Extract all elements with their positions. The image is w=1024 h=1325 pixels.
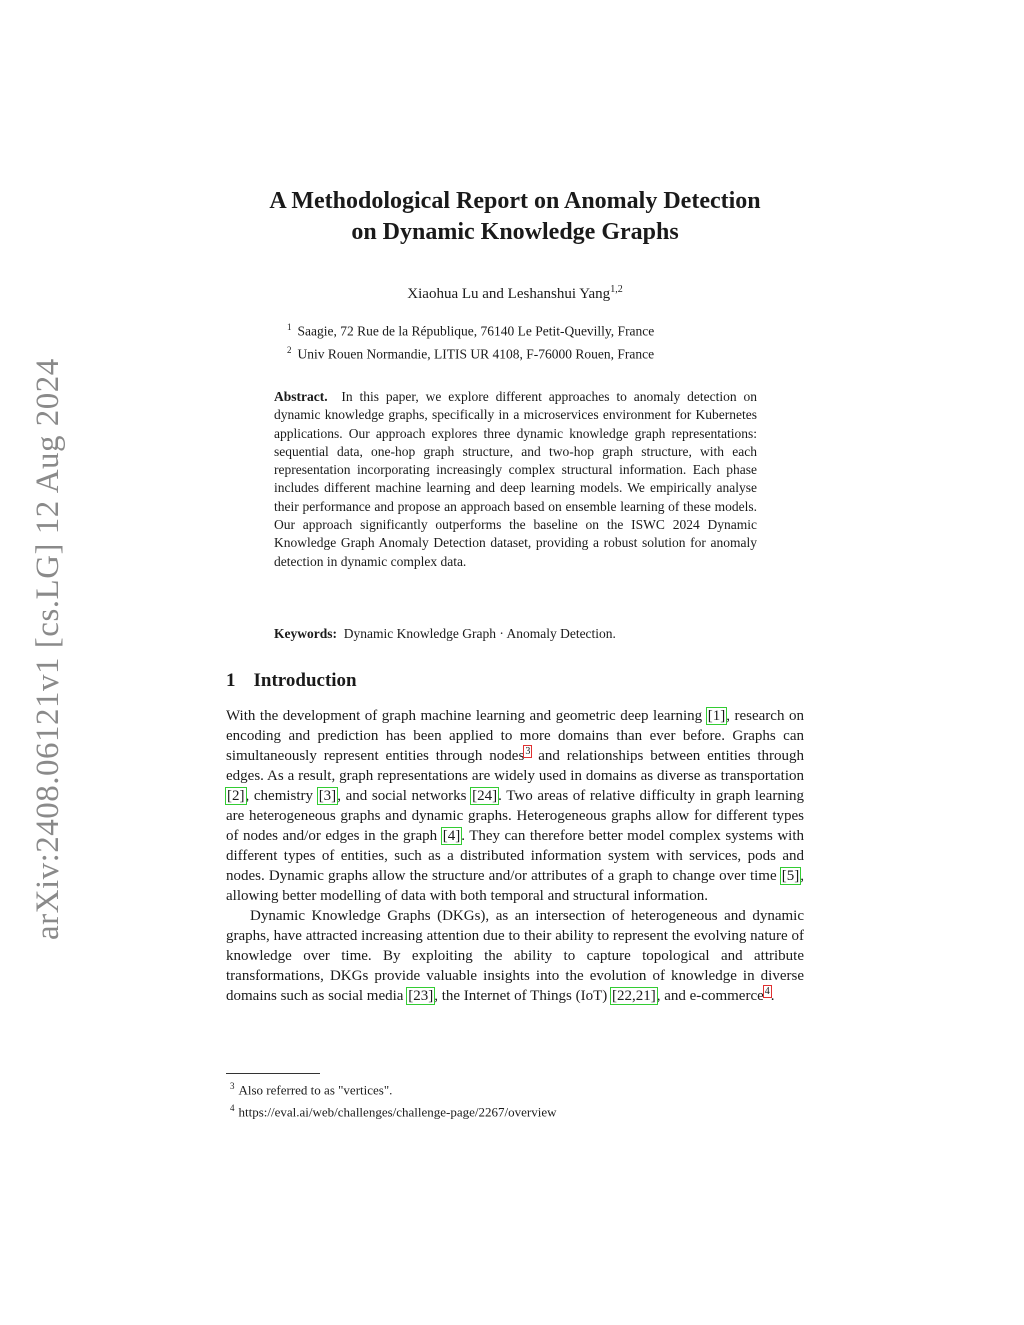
text-run: , chemistry <box>245 788 318 804</box>
footnote-link[interactable]: 3 <box>525 746 531 757</box>
affiliations <box>287 318 654 363</box>
abstract-text: In this paper, we explore different approaches to anomaly detection on dynamic knowledge graphs, specifically in a microservices environment for Kubernetes applications. Our approach explores three dynamic knowledge graph representations: sequential data, one-hop graph structure, and two-hop graph structure, with each representation incorporating increasingly complex structural information. Each phase includes different machine learning and deep learning models. We empirically analyse their performance and propose an approach based on ensemble learning of these models. Our approach significantly outperforms the baseline on the ISWC 2024 Dynamic Knowledge Graph Anomaly Detection dataset, providing a robust solution for anomaly detection in dynamic complex data. <box>274 389 757 569</box>
title-line-2: on Dynamic Knowledge Graphs <box>351 219 679 245</box>
citation-link[interactable]: [22,21] <box>611 988 656 1004</box>
paragraph-1 <box>226 706 804 906</box>
text-run: Dynamic Knowledge Graphs (DKGs), as an intersection of heterogeneous and dynamic graphs, have attracted increasing attention due to their ability to represent the evolving nature of knowledge over time. By exploiting the ability to capture topological and attribute transformations, DKGs provide valuable insights into the evolution of knowledge in diverse domains such as social media <box>226 908 804 1004</box>
footnotes <box>230 1077 557 1122</box>
keywords-text: Dynamic Knowledge Graph · Anomaly Detection. <box>343 626 616 641</box>
footnote-3 <box>230 1077 557 1099</box>
citation-link[interactable]: [24] <box>472 788 498 804</box>
keywords-label: Keywords: <box>274 626 337 641</box>
affiliation-text: Univ Rouen Normandie, LITIS UR 4108, F-76000 Rouen, France <box>297 346 655 361</box>
body-text <box>226 706 804 1006</box>
text-run: , and social networks <box>337 788 472 804</box>
footnote-4 <box>230 1099 557 1121</box>
text-run: With the development of graph machine learning and geometric deep learning <box>226 708 707 724</box>
affiliation-num: 1 <box>287 322 292 332</box>
citation-link[interactable]: [1] <box>707 708 726 724</box>
abstract-label: Abstract. <box>274 389 328 404</box>
citation-link[interactable]: [23] <box>408 988 434 1004</box>
affiliation-num: 2 <box>287 344 292 355</box>
footnote-text: Also referred to as "vertices". <box>238 1082 393 1098</box>
text-run: , and e-commerce <box>656 988 764 1004</box>
citation-link[interactable]: [2] <box>227 788 245 804</box>
affiliation-2 <box>287 341 654 364</box>
text-run: , the Internet of Things (IoT) <box>434 988 611 1004</box>
paper-title <box>200 186 830 248</box>
citation-link[interactable]: [4] <box>442 828 461 844</box>
affiliation-1 <box>287 318 654 341</box>
keywords <box>274 626 616 642</box>
abstract <box>274 388 757 571</box>
text-run: and relationships between entities through edges. As a result, graph representations are widely used in domains as diverse as transportation <box>226 748 804 784</box>
text-run: , allowing better modelling of data with both temporal and structural information. <box>226 868 804 904</box>
paragraph-2 <box>226 906 804 1006</box>
footnote-link[interactable]: 4 <box>764 986 770 997</box>
citation-link[interactable]: [5] <box>781 868 800 884</box>
text-run: . Two areas of relative difficulty in graph learning are heterogeneous graphs and dynamic graphs. Heterogeneous graphs allow for different types of nodes and/or edges in the graph <box>226 788 804 844</box>
section-title: Introduction <box>253 670 357 691</box>
author-affil-sup: 1,2 <box>610 284 623 295</box>
arxiv-identifier: arXiv:2408.06121v1 [cs.LG] 12 Aug 2024 <box>30 358 66 940</box>
footnote-num: 4 <box>230 1103 235 1114</box>
section-heading <box>226 670 357 692</box>
authors <box>200 284 830 303</box>
text-run: , research on encoding and prediction has been applied to more domains than ever before. Graphs can simultaneously represent entities through nodes <box>226 708 804 764</box>
footnote-divider <box>226 1073 320 1074</box>
citation-link[interactable]: [3] <box>318 788 337 804</box>
author-names: Xiaohua Lu and Leshanshui Yang <box>407 286 611 302</box>
text-run: . They can therefore better model complex systems with different types of entities, such as a distributed information system with services, pods and nodes. Dynamic graphs allow the structure and/or attributes of a graph to change over time <box>226 828 805 884</box>
affiliation-text: Saagie, 72 Rue de la République, 76140 Le Petit-Quevilly, France <box>297 323 655 339</box>
text-run: . <box>770 988 775 1004</box>
footnote-num: 3 <box>230 1081 235 1091</box>
footnote-url[interactable]: https://eval.ai/web/challenges/challenge-page/2267/overview <box>238 1104 557 1120</box>
section-number: 1 <box>226 670 236 691</box>
title-line-1: A Methodological Report on Anomaly Detection <box>269 188 761 214</box>
